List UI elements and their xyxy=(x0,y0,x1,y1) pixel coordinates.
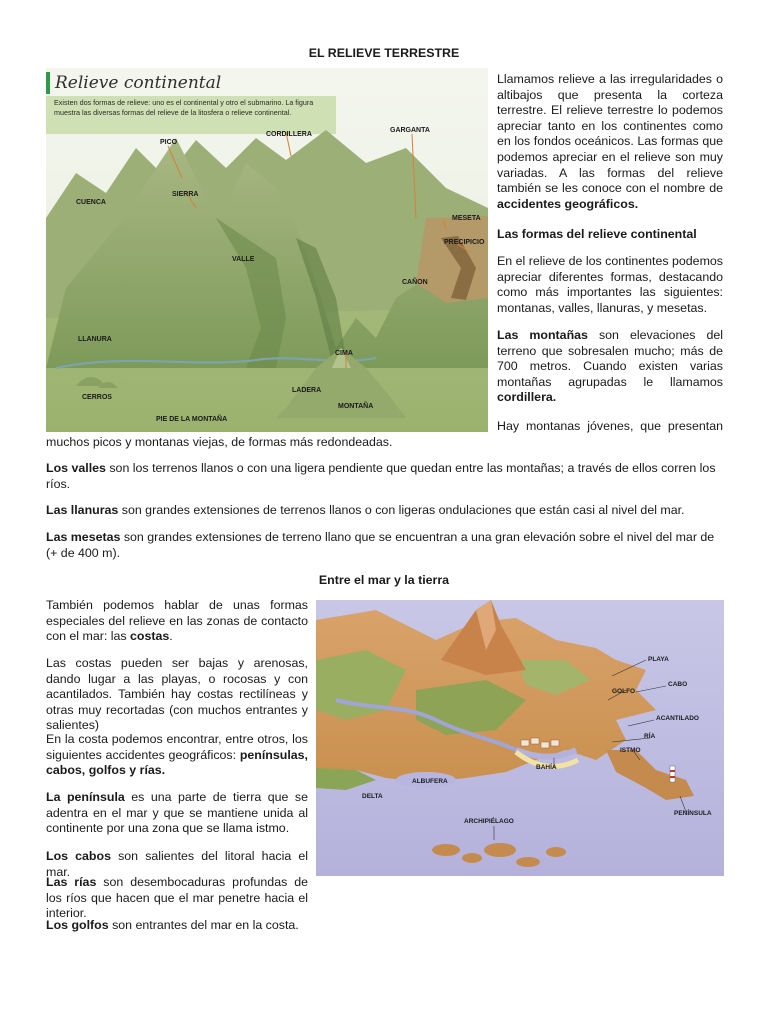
label-cabo: CABO xyxy=(668,681,688,688)
label-llanura: LLANURA xyxy=(78,336,112,343)
label-garganta: GARGANTA xyxy=(390,127,430,134)
relieve-continental-figure xyxy=(46,68,488,432)
label-montana: MONTAÑA xyxy=(338,403,374,410)
label-cerros: CERROS xyxy=(82,394,112,401)
label-bahia: BAHÍA xyxy=(536,764,557,771)
figure-caption: Existen dos formas de relieve: uno es el continental y otro el submarino. La figura muestra las diversas formas del relieve de la litosfera o relieve continental. xyxy=(54,98,314,117)
continental-heading: Las formas del relieve continental xyxy=(497,227,697,241)
accidentes-paragraph: En la costa podemos encontrar, entre otros, los siguientes accidentes geográficos: penínsulas, cabos, golfos y rías. xyxy=(46,732,308,778)
label-cordillera: CORDILLERA xyxy=(266,131,312,138)
label-cima: CIMA xyxy=(335,350,353,357)
costas-paragraph: También podemos hablar de unas formas especiales del relieve en las zonas de contacto con el mar: las costas. xyxy=(46,598,308,644)
label-playa: PLAYA xyxy=(648,656,669,663)
label-meseta: MESETA xyxy=(452,215,481,222)
montanas-paragraph: Las montañas son elevaciones del terreno que sobresalen mucho; más de 700 metros. Cuando existen varias montañas agrupadas le llamamos cordillera. xyxy=(497,328,723,405)
valles-paragraph: Los valles son los terrenos llanos o con una ligera pendiente que quedan entre las montañas; a través de ellos corren los ríos. xyxy=(46,461,716,491)
label-peninsula: PENÍNSULA xyxy=(674,810,712,817)
label-precipicio: PRECIPICIO xyxy=(444,239,485,246)
montanas-old-line: muchos picos y montanas viejas, de formas más redondeadas. xyxy=(46,435,393,449)
label-ria: RÍA xyxy=(644,733,656,740)
mesetas-paragraph: Las mesetas son grandes extensiones de terreno llano que se encuentran a una gran elevación sobre el nivel del mar de (+ de 400 m). xyxy=(46,530,715,560)
label-ladera: LADERA xyxy=(292,387,322,394)
page-title: EL RELIEVE TERRESTRE xyxy=(308,46,460,60)
label-istmo: ISTMO xyxy=(620,747,641,754)
costas-tipos-paragraph: Las costas pueden ser bajas y arenosas, dando lugar a las playas, o rocosas y con acantilados. También hay costas rectilíneas y otras muy recortadas (con muchos entrantes y salientes) xyxy=(46,656,308,733)
label-sierra: SIERRA xyxy=(172,191,199,198)
label-canon: CAÑON xyxy=(402,279,428,286)
label-albufera: ALBUFERA xyxy=(412,778,448,785)
label-delta: DELTA xyxy=(362,793,383,800)
mar-tierra-heading: Entre el mar y la tierra xyxy=(318,573,450,587)
relieve-costero-figure xyxy=(316,600,724,876)
llanuras-paragraph: Las llanuras son grandes extensiones de terrenos llanos o con ligeras ondulaciones que están casi al nivel del mar. xyxy=(46,503,685,517)
label-golfo: GOLFO xyxy=(612,688,636,695)
relieve-costero-illustration xyxy=(316,600,724,876)
montanas-young-paragraph: Hay montanas jóvenes, que presentan xyxy=(497,419,723,433)
label-pie: PIE DE LA MONTAÑA xyxy=(156,416,228,423)
golfos-paragraph: Los golfos son entrantes del mar en la costa. xyxy=(46,918,299,932)
label-pico: PICO xyxy=(160,139,178,146)
continental-paragraph: En el relieve de los continentes podemos apreciar diferentes formas, destacando como más importantes las siguientes: montanas, valles, llanuras, y mesetas. xyxy=(497,254,723,315)
rias-paragraph: Las rías son desembocaduras profundas de los ríos que hacen que el mar penetre hacia el interior. xyxy=(46,875,308,921)
intro-paragraph: Llamamos relieve a las irregularidades o altibajos que presenta la corteza terrestre. El relieve terrestre lo podemos apreciar tanto en los continentes como en los fondos oceánicos. Las formas que podemos apreciar en el relieve son muy variadas. A las formas del relieve también se les conoce con el nombre de accidentes geográficos. xyxy=(497,72,723,211)
label-archipielago: ARCHIPIÉLAGO xyxy=(464,818,514,825)
peninsula-paragraph: La península es una parte de tierra que se adentra en el mar y que se mantiene unida al continente por una zona que se llama istmo. xyxy=(46,790,308,836)
label-valle: VALLE xyxy=(232,256,255,263)
label-acantilado: ACANTILADO xyxy=(656,715,699,722)
cabos-paragraph: Los cabos son salientes del litoral hacia el mar. xyxy=(46,849,308,879)
figure-header: Relieve continental xyxy=(55,73,222,93)
relieve-continental-illustration xyxy=(46,68,488,432)
label-cuenca: CUENCA xyxy=(76,199,106,206)
